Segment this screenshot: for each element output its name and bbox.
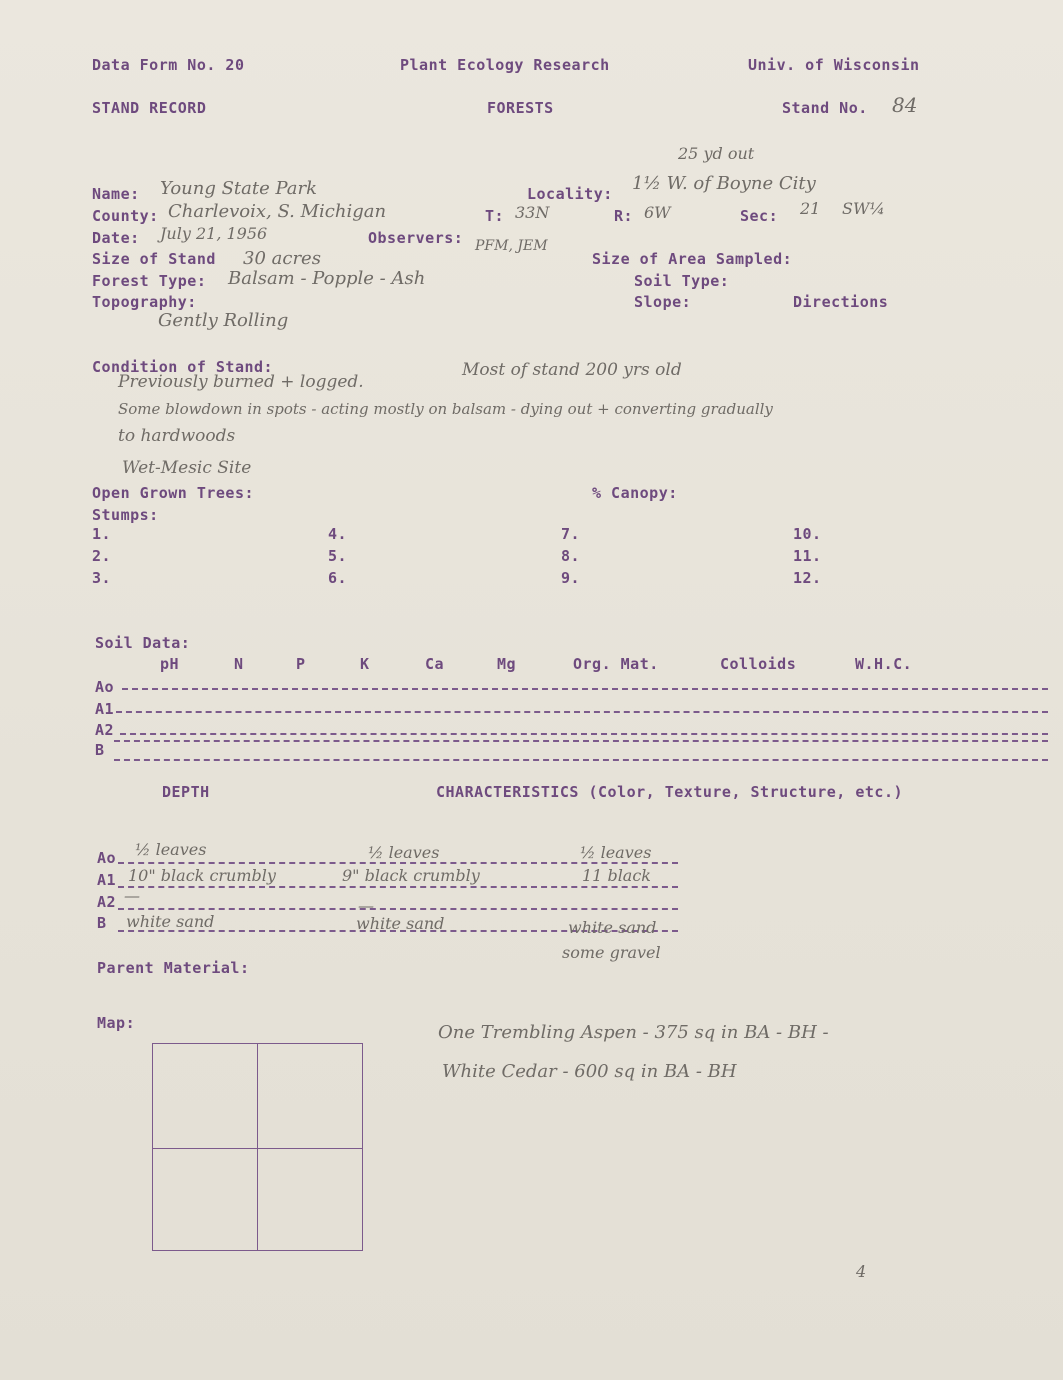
- soil-row-line: [116, 711, 1048, 713]
- range-value: 6W: [644, 203, 671, 222]
- size-of-stand-value: 30 acres: [243, 248, 321, 269]
- name-label: Name:: [92, 185, 140, 203]
- county-label: County:: [92, 207, 159, 225]
- map-label: Map:: [97, 1014, 136, 1032]
- soil-type-label: Soil Type:: [634, 272, 730, 290]
- record-category: FORESTS: [487, 99, 554, 117]
- condition-line-2: Some blowdown in spots - acting mostly on balsam - dying out + converting gradually: [118, 400, 773, 418]
- forest-type-value: Balsam - Popple - Ash: [228, 268, 426, 289]
- stump-number: 8.: [561, 547, 581, 565]
- topography-value: Gently Rolling: [158, 310, 289, 331]
- soil-row-line: [120, 733, 1048, 735]
- profile-entry: some gravel: [562, 943, 661, 962]
- stump-number: 1.: [92, 525, 112, 543]
- county-value: Charlevoix, S. Michigan: [168, 201, 387, 222]
- profile-entry: ½ leaves: [368, 843, 440, 862]
- stump-number: 2.: [92, 547, 112, 565]
- map-grid-vertical: [257, 1044, 258, 1250]
- profile-entry: ½ leaves: [580, 843, 652, 862]
- condition-line-1b: Most of stand 200 yrs old: [462, 360, 682, 380]
- soil-col-header: P: [296, 655, 306, 673]
- stump-number: 5.: [328, 547, 348, 565]
- profile-row-label: B: [97, 914, 107, 932]
- stump-number: 7.: [561, 525, 581, 543]
- soil-row-label: A1: [95, 700, 115, 718]
- stump-number: 10.: [793, 525, 822, 543]
- stand-number-value: 84: [892, 93, 918, 117]
- parent-material-label: Parent Material:: [97, 959, 250, 977]
- canopy-label: % Canopy:: [592, 484, 678, 502]
- profile-row-line: [118, 908, 678, 910]
- soil-col-header: pH: [160, 655, 180, 673]
- open-grown-trees-label: Open Grown Trees:: [92, 484, 255, 502]
- soil-col-header: K: [360, 655, 370, 673]
- soil-col-header: Mg: [497, 655, 517, 673]
- township-label: T:: [485, 207, 505, 225]
- soil-row-line: [114, 740, 1048, 742]
- record-type: STAND RECORD: [92, 99, 207, 117]
- profile-row-label: A1: [97, 871, 117, 889]
- stand-number-label: Stand No.: [782, 99, 868, 117]
- form-number: Data Form No. 20: [92, 56, 245, 74]
- topography-label: Topography:: [92, 293, 197, 311]
- stump-number: 11.: [793, 547, 822, 565]
- depth-header: DEPTH: [162, 783, 210, 801]
- profile-row-line: [118, 862, 678, 864]
- map-note-1: One Trembling Aspen - 375 sq in BA - BH -: [438, 1022, 829, 1043]
- directions-label: Directions: [793, 293, 889, 311]
- profile-entry: white sand: [568, 918, 657, 937]
- soil-row-line: [114, 759, 1048, 761]
- section-label: Sec:: [740, 207, 779, 225]
- area-sampled-label: Size of Area Sampled:: [592, 250, 793, 268]
- profile-entry: ½ leaves: [135, 840, 207, 859]
- map-grid-horizontal: [153, 1148, 362, 1149]
- forest-type-label: Forest Type:: [92, 272, 207, 290]
- condition-line-3: to hardwoods: [118, 426, 236, 446]
- condition-label: Condition of Stand:: [92, 358, 274, 376]
- soil-col-header: N: [234, 655, 244, 673]
- stump-number: 9.: [561, 569, 581, 587]
- stump-number: 6.: [328, 569, 348, 587]
- section-value: 21: [800, 199, 821, 218]
- profile-entry: 11 black: [582, 866, 651, 885]
- soil-row-label: B: [95, 741, 105, 759]
- profile-entry: 10" black crumbly: [128, 866, 276, 885]
- name-value: Young State Park: [160, 178, 318, 199]
- locality-label: Locality:: [527, 185, 613, 203]
- profile-row-label: Ao: [97, 849, 117, 867]
- stump-number: 4.: [328, 525, 348, 543]
- page-mark: 4: [856, 1262, 867, 1281]
- observers-label: Observers:: [368, 229, 464, 247]
- profile-row-label: A2: [97, 893, 117, 911]
- condition-line-4: Wet-Mesic Site: [122, 458, 252, 478]
- university-name: Univ. of Wisconsin: [748, 56, 920, 74]
- soil-col-header: W.H.C.: [855, 655, 913, 673]
- profile-entry: —: [358, 896, 374, 915]
- institution-title: Plant Ecology Research: [400, 56, 610, 74]
- locality-value: 1½ W. of Boyne City: [632, 173, 816, 194]
- soil-data-label: Soil Data:: [95, 634, 191, 652]
- soil-row-label: A2: [95, 721, 115, 739]
- slope-label: Slope:: [634, 293, 692, 311]
- stump-number: 3.: [92, 569, 112, 587]
- profile-entry: —: [124, 886, 140, 905]
- characteristics-header: CHARACTERISTICS (Color, Texture, Structure, etc.): [436, 783, 904, 801]
- section-quarter: SW¼: [842, 199, 885, 218]
- soil-row-label: Ao: [95, 678, 115, 696]
- soil-row-line: [122, 688, 1048, 690]
- soil-col-header: Ca: [425, 655, 445, 673]
- township-value: 33N: [515, 203, 550, 222]
- observers-value: PFM, JEM: [475, 238, 548, 254]
- profile-entry: white sand: [126, 912, 215, 931]
- size-of-stand-label: Size of Stand: [92, 250, 216, 268]
- stumps-label: Stumps:: [92, 506, 159, 524]
- condition-line-1: Previously burned + logged.: [118, 372, 364, 392]
- map-note-2: White Cedar - 600 sq in BA - BH: [442, 1061, 737, 1082]
- locality-note: 25 yd out: [678, 144, 755, 163]
- soil-col-header: Colloids: [720, 655, 797, 673]
- profile-row-line: [118, 886, 678, 888]
- profile-entry: white sand: [356, 914, 445, 933]
- date-label: Date:: [92, 229, 140, 247]
- stump-number: 12.: [793, 569, 822, 587]
- date-value: July 21, 1956: [160, 224, 268, 243]
- soil-col-header: Org. Mat.: [573, 655, 659, 673]
- range-label: R:: [614, 207, 634, 225]
- profile-entry: 9" black crumbly: [342, 866, 480, 885]
